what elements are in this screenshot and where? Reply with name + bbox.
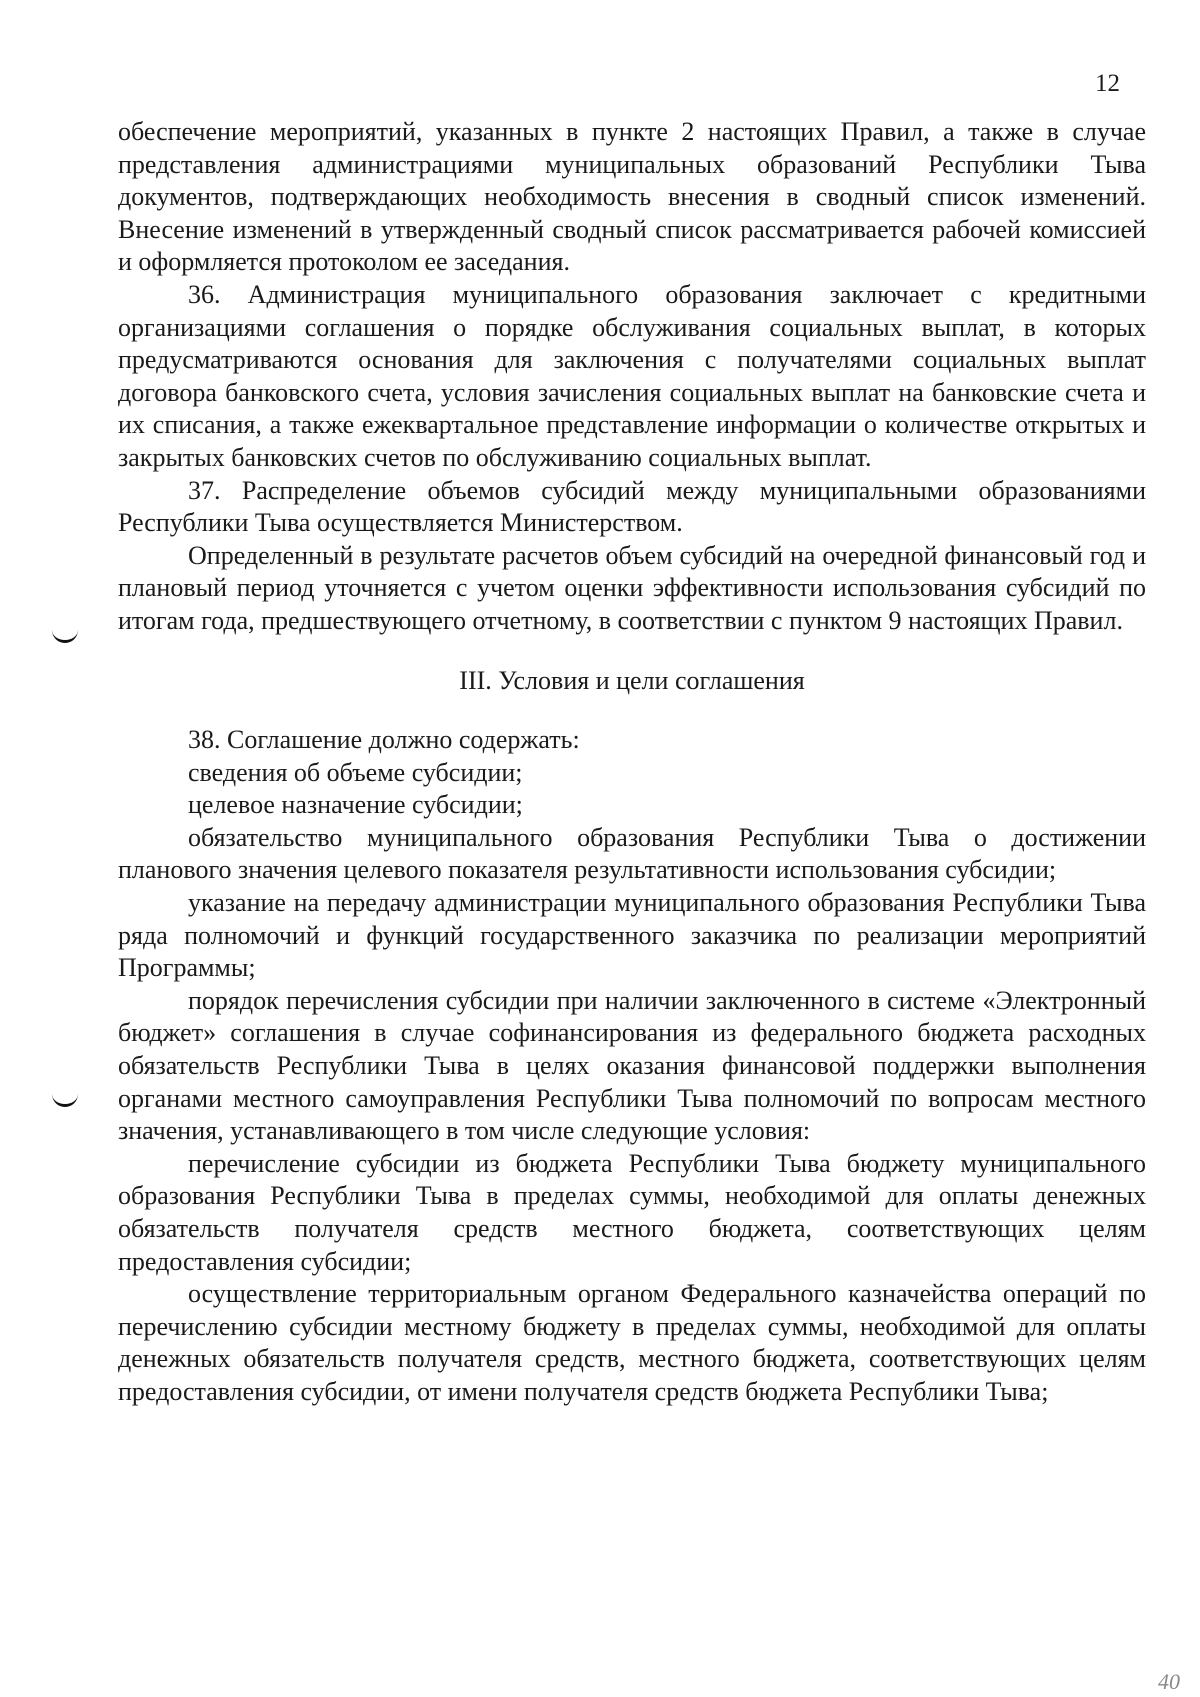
paragraph-37-detail: Определенный в результате расчетов объем субсидий на очередной финансовый год и плановый период уточняется с учетом оценки эффективности использования субсидий по итогам года, предшествующего отчетному, в соответствии с пунктом 9 настоящих Правил. — [118, 540, 1146, 635]
corner-note: 40 — [1158, 1669, 1180, 1694]
list-item: перечисление субсидии из бюджета Республики Тыва бюджету муниципального образования Республики Тыва в пределах суммы, необходимой для оплаты денежных обязательств получателя средств местного бюджета, соответствующих целям предоставления субсидии; — [118, 1148, 1146, 1276]
paragraph-36: 36. Администрация муниципального образования заключает с кредитными организациями соглашения о порядке обслуживания социальных выплат, в которых предусматриваются основания для заключения с получателями социальных выплат договора банковского счета, условия зачисления социальных выплат на банковские счета и их списания, а также ежеквартальное представление информации о количестве открытых и закрытых банковских счетов по обслуживанию социальных выплат. — [118, 279, 1146, 472]
margin-mark — [52, 1092, 78, 1107]
list-item: сведения об объеме субсидии; — [188, 757, 523, 787]
paragraph-continuation: обеспечение мероприятий, указанных в пункте 2 настоящих Правил, а также в случае представления администрациями муниципальных образований Республики Тыва документов, подтверждающих необходимость внесения в сводный список изменений. Внесение изменений в утвержденный сводный список рассматривается рабочей комиссией и оформляется протоколом ее заседания. — [118, 117, 1146, 277]
margin-mark — [52, 628, 78, 643]
list-item: порядок перечисления субсидии при наличии заключенного в системе «Электронный бюджет» соглашения в случае софинансирования из федерального бюджета расходных обязательств Республики Тыва в целях оказания финансовой поддержки выполнения органами местного самоуправления Республики Тыва полномочий по вопросам местного значения, устанавливающего в том числе следующие условия: — [118, 985, 1146, 1146]
page-number: 12 — [1095, 70, 1120, 97]
section-heading: III. Условия и цели соглашения — [459, 665, 805, 695]
paragraph-37: 37. Распределение объемов субсидий между муниципальными образованиями Республики Тыва осуществляется Министерством. — [118, 475, 1146, 538]
list-item: целевое назначение субсидии; — [188, 790, 523, 820]
paragraph-38: 38. Соглашение должно содержать: — [188, 725, 580, 755]
list-item: осуществление территориальным органом Федерального казначейства операций по перечислению субсидии местному бюджету в пределах суммы, необходимой для оплаты денежных обязательств получателя средств, местного бюджета, соответствующих целям предоставления субсидии, от имени получателя средств бюджета Республики Тыва; — [118, 1279, 1146, 1406]
list-item: указание на передачу администрации муниципального образования Республики Тыва ряда полномочий и функций государственного заказчика по реализации мероприятий Программы; — [118, 888, 1146, 983]
document-body — [118, 116, 1146, 1409]
list-item: обязательство муниципального образования Республики Тыва о достижении планового значения целевого показателя результативности использования субсидии; — [118, 822, 1146, 885]
